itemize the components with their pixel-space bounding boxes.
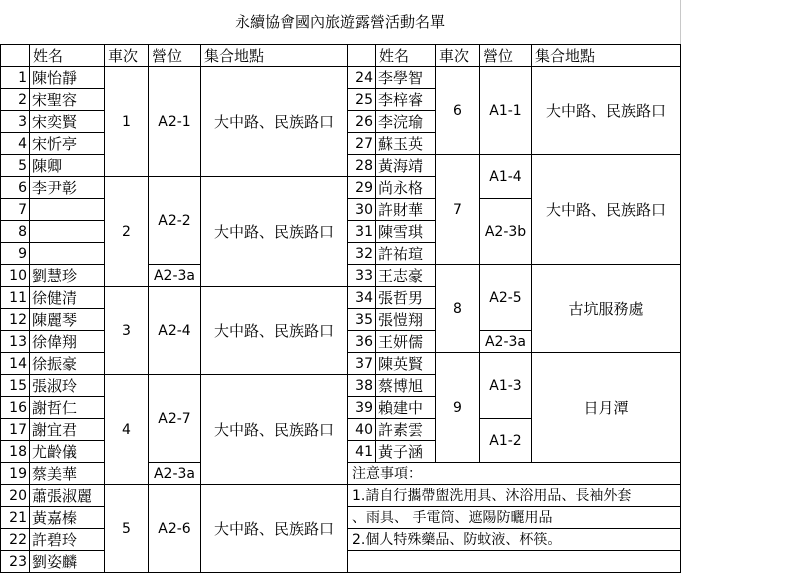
table-row: 15 張淑玲 4 A2-7 大中路、民族路口 (1, 375, 348, 397)
camp-site: A2-3a (480, 331, 532, 353)
table-row: 22 許碧玲 (1, 529, 348, 551)
table-row: 28 黃海靖 7 A1-4 大中路、民族路口 (348, 155, 681, 177)
member-name: 劉姿麟 (30, 551, 105, 573)
member-name: 尚永格 (376, 177, 436, 199)
member-name: 許素雲 (376, 419, 436, 441)
table-row: 4 宋忻亭 (1, 133, 348, 155)
member-name: 李學智 (376, 67, 436, 89)
table-row: 33 王志豪 8 A2-5 古坑服務處 (348, 265, 681, 287)
table-row: 13 徐偉翔 (1, 331, 348, 353)
header-camp: 營位 (480, 45, 532, 67)
header-meet: 集合地點 (532, 45, 681, 67)
meeting-point: 日月潭 (532, 353, 681, 463)
member-name: 張淑玲 (30, 375, 105, 397)
member-name: 王志豪 (376, 265, 436, 287)
member-name: 李梓睿 (376, 89, 436, 111)
member-name (30, 199, 105, 221)
camp-site: A2-3a (149, 265, 201, 287)
bus-number: 4 (105, 375, 149, 485)
bus-number: 9 (436, 353, 480, 463)
table-row: 8 (1, 221, 348, 243)
member-name: 黃嘉榛 (30, 507, 105, 529)
table-row: 21 黃嘉榛 (1, 507, 348, 529)
member-name: 宋忻亭 (30, 133, 105, 155)
member-name: 陳麗琴 (30, 309, 105, 331)
camp-site: A2-7 (149, 375, 201, 463)
camp-site: A1-2 (480, 419, 532, 463)
header-bus: 車次 (105, 45, 149, 67)
camp-site: A2-6 (149, 485, 201, 573)
member-name: 徐偉翔 (30, 331, 105, 353)
meeting-point: 大中路、民族路口 (201, 375, 348, 485)
table-row: 26 李浣瑜 (348, 111, 681, 133)
bus-number: 5 (105, 485, 149, 573)
table-row: 3 宋奕賢 (1, 111, 348, 133)
camp-site: A1-4 (480, 155, 532, 199)
bus-number: 1 (105, 67, 149, 177)
bus-number: 2 (105, 177, 149, 287)
member-name: 宋聖容 (30, 89, 105, 111)
notes-line-2: 、雨具、 手電筒、遮陽防曬用品 (348, 507, 681, 529)
member-name: 宋奕賢 (30, 111, 105, 133)
table-row: 40 許素雲 A1-2 (348, 419, 681, 441)
table-row: 20 蕭張淑麗 5 A2-6 大中路、民族路口 (1, 485, 348, 507)
meeting-point: 大中路、民族路口 (201, 67, 348, 177)
member-name (30, 221, 105, 243)
member-name: 黃海靖 (376, 155, 436, 177)
camp-site: A2-2 (149, 177, 201, 265)
notes-line-1: 1.請自行攜帶盥洗用具、沐浴用品、長袖外套 (348, 485, 681, 507)
header-row (1, 45, 348, 67)
table-row: 12 陳麗琴 (1, 309, 348, 331)
table-row: 1 陳怡靜 1 A2-1 大中路、民族路口 (1, 67, 348, 89)
table-row: 24 李學智 6 A1-1 大中路、民族路口 (348, 67, 681, 89)
table-row: 7 (1, 199, 348, 221)
member-name: 謝哲仁 (30, 397, 105, 419)
member-name: 陳英賢 (376, 353, 436, 375)
header-row (348, 45, 681, 67)
bus-number: 7 (436, 155, 480, 265)
camp-site: A2-5 (480, 265, 532, 331)
notes-row (348, 507, 681, 529)
table-row: 25 李梓睿 (348, 89, 681, 111)
member-name: 許碧玲 (30, 529, 105, 551)
table-row: 35 張愷翔 (348, 309, 681, 331)
member-name: 陳怡靜 (30, 67, 105, 89)
camp-site: A2-1 (149, 67, 201, 177)
camp-site: A2-4 (149, 287, 201, 375)
notes-line-3: 2.個人特殊藥品、防蚊液、杯筷。 (348, 529, 681, 551)
table-row: 29 尚永格 (348, 177, 681, 199)
table-row: 9 (1, 243, 348, 265)
table-row: 37 陳英賢 9 A1-3 日月潭 (348, 353, 681, 375)
member-name: 黃子涵 (376, 441, 436, 463)
header-meet: 集合地點 (201, 45, 348, 67)
table-row: 19 蔡美華 A2-3a (1, 463, 348, 485)
meeting-point: 大中路、民族路口 (201, 287, 348, 375)
table-row: 5 陳卿 (1, 155, 348, 177)
meeting-point: 大中路、民族路口 (532, 67, 681, 155)
member-name: 蔡博旭 (376, 375, 436, 397)
table-row: 38 蔡博旭 (348, 375, 681, 397)
table-row: 6 李尹彰 2 A2-2 大中路、民族路口 (1, 177, 348, 199)
camp-site: A1-1 (480, 67, 532, 155)
notes-row (348, 529, 681, 551)
member-name: 陳雪琪 (376, 221, 436, 243)
table-row: 32 許祐瑄 (348, 243, 681, 265)
bus-number: 8 (436, 265, 480, 353)
member-name: 張哲男 (376, 287, 436, 309)
table-row: 14 徐振豪 (1, 353, 348, 375)
member-name: 許祐瑄 (376, 243, 436, 265)
member-name: 張愷翔 (376, 309, 436, 331)
table-row: 41 黃子涵 (348, 441, 681, 463)
meeting-point: 大中路、民族路口 (532, 155, 681, 265)
header-name: 姓名 (376, 45, 436, 67)
header-camp: 營位 (149, 45, 201, 67)
meeting-point: 大中路、民族路口 (201, 177, 348, 287)
table-row: 31 陳雪琪 (348, 221, 681, 243)
table-row: 23 劉姿麟 (1, 551, 348, 573)
member-name (30, 243, 105, 265)
camp-site: A1-3 (480, 353, 532, 419)
table-row: 11 徐健清 3 A2-4 大中路、民族路口 (1, 287, 348, 309)
roster-table-left (0, 44, 348, 573)
member-name: 賴建中 (376, 397, 436, 419)
member-name: 劉慧珍 (30, 265, 105, 287)
sheet-title: 永續協會國內旅遊露營活動名單 (0, 0, 680, 45)
bus-number: 6 (436, 67, 480, 155)
member-name: 王妍儒 (376, 331, 436, 353)
table-row: 16 謝哲仁 (1, 397, 348, 419)
table-row: 10 劉慧珍 A2-3a (1, 265, 348, 287)
table-row: 2 宋聖容 (1, 89, 348, 111)
member-name: 徐健清 (30, 287, 105, 309)
member-name: 許財華 (376, 199, 436, 221)
table-row: 36 王妍儒 A2-3a (348, 331, 681, 353)
meeting-point: 古坑服務處 (532, 265, 681, 353)
member-name: 蔡美華 (30, 463, 105, 485)
table-row: 17 謝宜君 (1, 419, 348, 441)
member-name: 尤齡儀 (30, 441, 105, 463)
member-name: 謝宜君 (30, 419, 105, 441)
meeting-point: 大中路、民族路口 (201, 485, 348, 573)
notes-heading: 注意事項： (348, 463, 681, 485)
roster-table-right (347, 44, 681, 573)
header-name: 姓名 (30, 45, 105, 67)
member-name: 徐振豪 (30, 353, 105, 375)
member-name: 陳卿 (30, 155, 105, 177)
notes-row (348, 551, 681, 573)
camp-site: A2-3b (480, 199, 532, 265)
member-name: 李尹彰 (30, 177, 105, 199)
notes-row (348, 463, 681, 485)
member-name: 李浣瑜 (376, 111, 436, 133)
camp-site: A2-3a (149, 463, 201, 485)
member-name: 蘇玉英 (376, 133, 436, 155)
table-row: 39 賴建中 (348, 397, 681, 419)
table-row: 34 張哲男 (348, 287, 681, 309)
member-name: 蕭張淑麗 (30, 485, 105, 507)
header-bus: 車次 (436, 45, 480, 67)
table-row: 30 許財華 A2-3b (348, 199, 681, 221)
notes-row (348, 485, 681, 507)
bus-number: 3 (105, 287, 149, 375)
table-row: 27 蘇玉英 (348, 133, 681, 155)
table-row: 18 尤齡儀 (1, 441, 348, 463)
